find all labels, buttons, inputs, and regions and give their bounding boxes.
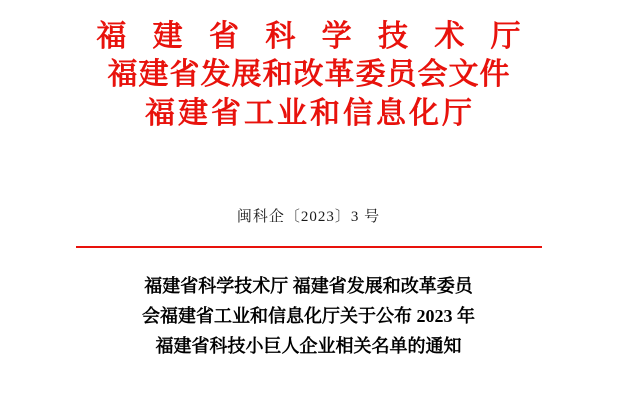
masthead bbox=[0, 0, 617, 133]
masthead-line-3: 福建省工业和信息化厅 bbox=[145, 96, 475, 130]
document-title-line-3: 福建省科技小巨人企业相关名单的通知 bbox=[155, 335, 462, 356]
masthead-line-2: 福建省发展和改革委员会文件 bbox=[107, 58, 511, 92]
document-title-line-1: 福建省科学技术厅 福建省发展和改革委员 bbox=[144, 276, 473, 297]
masthead-line-1: 福 建 省 科 学 技 术 厅 bbox=[96, 20, 530, 53]
document-title-line-2: 会福建省工业和信息化厅关于公布 2023 年 bbox=[142, 305, 475, 326]
document-title bbox=[0, 272, 617, 361]
document-number: 闽科企〔2023〕3 号 bbox=[236, 209, 381, 226]
red-divider-rule bbox=[76, 246, 542, 248]
